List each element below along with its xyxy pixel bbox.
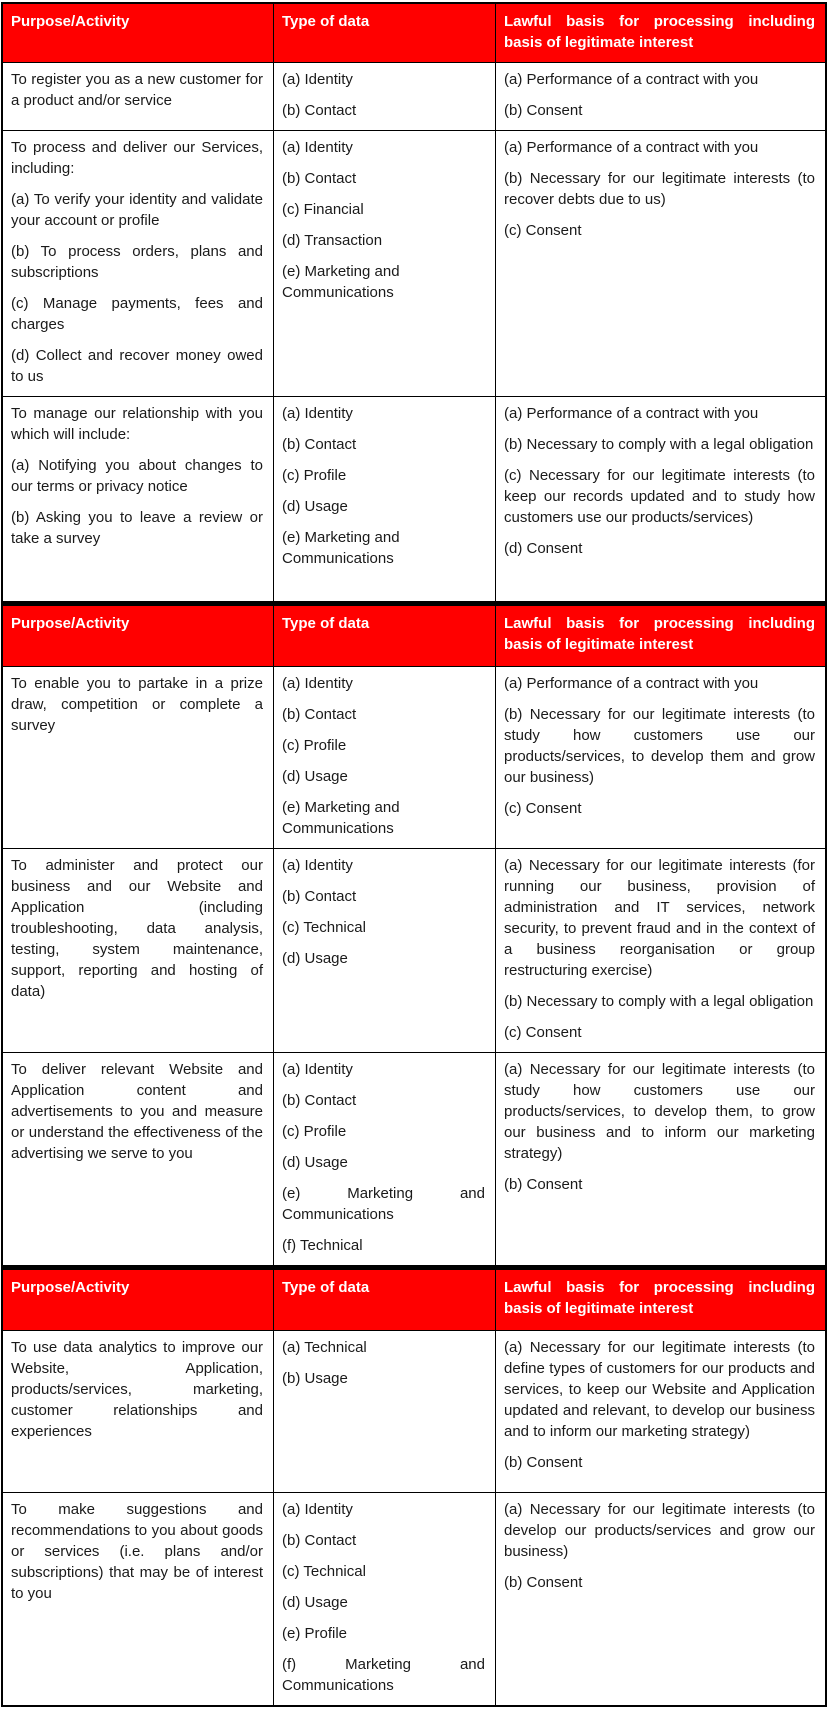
column-header-label: Purpose/Activity: [11, 13, 130, 30]
paragraph: (a) Performance of a contract with you: [504, 405, 759, 422]
cell-purpose-activity: [3, 1053, 273, 1265]
paragraph: (b) Usage: [282, 1370, 348, 1387]
cell-purpose-activity: [3, 397, 273, 601]
paragraph: (a) Necessary for our legitimate interests (to study how customers use our products/services, to develop them, to grow our business and to inform our marketing strategy): [504, 1061, 815, 1162]
paragraph: To manage our relationship with you which will include:: [11, 405, 263, 443]
cell-purpose-activity: [3, 667, 273, 848]
paragraph: (c) Consent: [504, 222, 582, 239]
column-header-lawful-basis: [495, 4, 825, 62]
column-header-label: Lawful basis for processing including basis of legitimate interest: [504, 13, 815, 51]
paragraph: (e) Marketing and Communications: [282, 799, 400, 837]
paragraph: (c) Necessary for our legitimate interests (to keep our records updated and to study how customers use our products/services): [504, 467, 815, 526]
paragraph: (b) Contact: [282, 170, 357, 187]
cell-type-of-data: [273, 1331, 495, 1492]
paragraph: (b) Necessary to comply with a legal obligation: [504, 436, 814, 453]
paragraph: (b) Contact: [282, 102, 357, 119]
table-row: [3, 130, 825, 396]
paragraph: (c) Profile: [282, 1123, 347, 1140]
cell-lawful-basis: [495, 1053, 825, 1265]
paragraph: (d) Usage: [282, 498, 348, 515]
cell-type-of-data: [273, 1493, 495, 1705]
paragraph: (b) Contact: [282, 888, 357, 905]
table-row: [3, 1052, 825, 1265]
paragraph: (d) Transaction: [282, 232, 383, 249]
column-header-type-of-data: [273, 606, 495, 666]
privacy-table: [1, 2, 827, 1707]
paragraph: (a) Notifying you about changes to our terms or privacy notice: [11, 457, 263, 495]
column-header-label: Type of data: [282, 1279, 370, 1296]
header-row: [3, 4, 825, 62]
paragraph: (b) Contact: [282, 1532, 357, 1549]
cell-lawful-basis: [495, 1331, 825, 1492]
paragraph: (c) Consent: [504, 800, 582, 817]
cell-purpose-activity: [3, 1331, 273, 1492]
paragraph: (b) Consent: [504, 1176, 583, 1193]
paragraph: (c) Profile: [282, 467, 347, 484]
column-header-purpose-activity: [3, 606, 273, 666]
column-header-label: Type of data: [282, 615, 370, 632]
column-header-type-of-data: [273, 4, 495, 62]
paragraph: (a) Performance of a contract with you: [504, 139, 759, 156]
paragraph: (c) Consent: [504, 1024, 582, 1041]
paragraph: (a) Performance of a contract with you: [504, 71, 759, 88]
paragraph: (a) Identity: [282, 139, 353, 156]
cell-type-of-data: [273, 397, 495, 601]
paragraph: (d) Usage: [282, 768, 348, 785]
paragraph: (f) Marketing and Communications: [282, 1656, 485, 1694]
paragraph: (b) Contact: [282, 436, 357, 453]
paragraph: (d) Usage: [282, 950, 348, 967]
header-row: [3, 606, 825, 666]
paragraph: (d) Usage: [282, 1154, 348, 1171]
column-header-label: Lawful basis for processing including basis of legitimate interest: [504, 615, 815, 653]
cell-type-of-data: [273, 667, 495, 848]
cell-lawful-basis: [495, 131, 825, 396]
paragraph: (a) Identity: [282, 857, 353, 874]
cell-lawful-basis: [495, 667, 825, 848]
cell-type-of-data: [273, 849, 495, 1052]
paragraph: (a) Identity: [282, 405, 353, 422]
paragraph: (f) Technical: [282, 1237, 363, 1254]
paragraph: (e) Marketing and Communications: [282, 529, 400, 567]
paragraph: (b) Contact: [282, 706, 357, 723]
cell-purpose-activity: [3, 131, 273, 396]
column-header-label: Purpose/Activity: [11, 1279, 130, 1296]
table-section-1: [1, 2, 827, 603]
paragraph: (b) Asking you to leave a review or take a survey: [11, 509, 263, 547]
paragraph: (a) To verify your identity and validate your account or profile: [11, 191, 263, 229]
paragraph: To use data analytics to improve our Website, Application, products/services, marketing, customer relationships and experiences: [11, 1339, 263, 1440]
cell-purpose-activity: [3, 1493, 273, 1705]
paragraph: (a) Technical: [282, 1339, 367, 1356]
cell-lawful-basis: [495, 397, 825, 601]
paragraph: (c) Technical: [282, 1563, 366, 1580]
paragraph: (b) Necessary for our legitimate interests (to study how customers use our products/services, to develop them and grow our business): [504, 706, 815, 786]
paragraph: (e) Marketing and Communications: [282, 1185, 485, 1223]
cell-lawful-basis: [495, 1493, 825, 1705]
column-header-type-of-data: [273, 1270, 495, 1330]
paragraph: (a) Identity: [282, 1061, 353, 1078]
table-section-3: [1, 1267, 827, 1707]
column-header-label: Type of data: [282, 13, 370, 30]
paragraph: (b) Contact: [282, 1092, 357, 1109]
cell-lawful-basis: [495, 849, 825, 1052]
paragraph: (a) Necessary for our legitimate interests (to develop our products/services and grow our business): [504, 1501, 815, 1560]
paragraph: (c) Technical: [282, 919, 366, 936]
column-header-lawful-basis: [495, 1270, 825, 1330]
column-header-purpose-activity: [3, 1270, 273, 1330]
paragraph: (c) Financial: [282, 201, 364, 218]
column-header-purpose-activity: [3, 4, 273, 62]
paragraph: (c) Profile: [282, 737, 347, 754]
paragraph: (b) Consent: [504, 102, 583, 119]
column-header-label: Purpose/Activity: [11, 615, 130, 632]
paragraph: (b) Necessary for our legitimate interests (to recover debts due to us): [504, 170, 815, 208]
cell-purpose-activity: [3, 63, 273, 130]
paragraph: (a) Necessary for our legitimate interests (to define types of customers for our products and services, to keep our Website and Application updated and relevant, to develop our business and to inform our marketing strategy): [504, 1339, 815, 1440]
paragraph: (b) Necessary to comply with a legal obligation: [504, 993, 814, 1010]
table-row: [3, 1330, 825, 1492]
cell-type-of-data: [273, 63, 495, 130]
table-row: [3, 62, 825, 130]
table-section-2: [1, 603, 827, 1267]
column-header-lawful-basis: [495, 606, 825, 666]
paragraph: (d) Usage: [282, 1594, 348, 1611]
paragraph: (b) To process orders, plans and subscriptions: [11, 243, 263, 281]
paragraph: (a) Identity: [282, 71, 353, 88]
column-header-label: Lawful basis for processing including basis of legitimate interest: [504, 1279, 815, 1317]
paragraph: (a) Identity: [282, 1501, 353, 1518]
paragraph: (b) Consent: [504, 1574, 583, 1591]
paragraph: (a) Necessary for our legitimate interests (for running our business, provision of administration and IT services, network security, to prevent fraud and in the context of a business reorganisation or group restructuring exercise): [504, 857, 815, 979]
table-row: [3, 666, 825, 848]
cell-purpose-activity: [3, 849, 273, 1052]
paragraph: To make suggestions and recommendations to you about goods or services (i.e. plans and/or subscriptions) that may be of interest to you: [11, 1501, 263, 1602]
cell-lawful-basis: [495, 63, 825, 130]
paragraph: To process and deliver our Services, including:: [11, 139, 263, 177]
paragraph: (b) Consent: [504, 1454, 583, 1471]
paragraph: (a) Identity: [282, 675, 353, 692]
cell-type-of-data: [273, 131, 495, 396]
header-row: [3, 1270, 825, 1330]
paragraph: (e) Profile: [282, 1625, 348, 1642]
paragraph: To register you as a new customer for a product and/or service: [11, 71, 263, 109]
paragraph: (c) Manage payments, fees and charges: [11, 295, 263, 333]
table-row: [3, 1492, 825, 1705]
paragraph: (d) Collect and recover money owed to us: [11, 347, 263, 385]
paragraph: To administer and protect our business and our Website and Application (including troubleshooting, data analysis, testing, system maintenance, support, reporting and hosting of data): [11, 857, 263, 1000]
paragraph: (d) Consent: [504, 540, 583, 557]
cell-type-of-data: [273, 1053, 495, 1265]
table-row: [3, 396, 825, 601]
paragraph: To enable you to partake in a prize draw, competition or complete a survey: [11, 675, 263, 734]
paragraph: (a) Performance of a contract with you: [504, 675, 759, 692]
paragraph: (e) Marketing and Communications: [282, 263, 400, 301]
paragraph: To deliver relevant Website and Application content and advertisements to you and measure or understand the effectiveness of the advertising we serve to you: [11, 1061, 263, 1162]
table-row: [3, 848, 825, 1052]
